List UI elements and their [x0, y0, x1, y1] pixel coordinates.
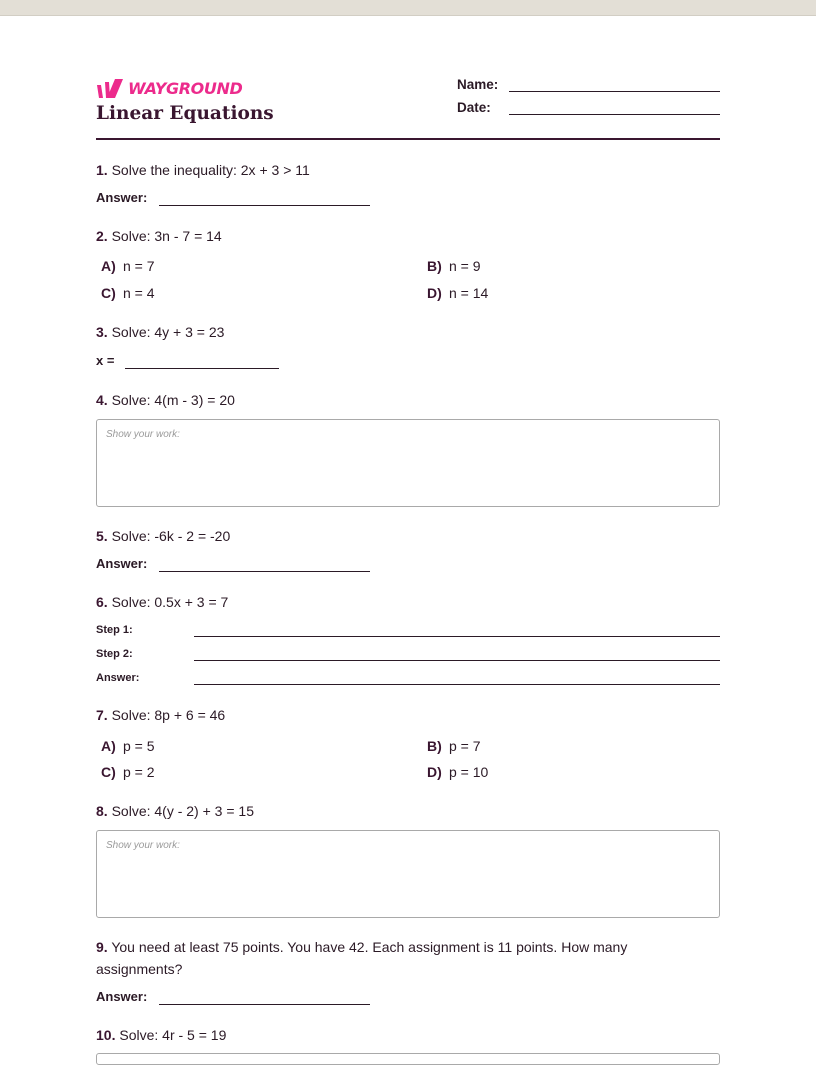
- worksheet-title: Linear Equations: [96, 103, 274, 124]
- question-number: 1.: [96, 162, 108, 178]
- step-1-label: Step 1:: [96, 624, 133, 636]
- option-text: n = 4: [123, 285, 155, 301]
- date-label: Date:: [457, 100, 491, 115]
- option-text: p = 10: [449, 764, 489, 780]
- work-box[interactable]: [96, 1053, 720, 1065]
- question-text: Solve: 8p + 6 = 46: [111, 707, 226, 723]
- wayground-logo: [96, 79, 242, 99]
- question-number: 7.: [96, 707, 108, 723]
- wayground-logo-icon: [96, 79, 126, 99]
- name-field[interactable]: [457, 77, 720, 99]
- question-number: 2.: [96, 228, 108, 244]
- work-box[interactable]: [96, 419, 720, 507]
- answer-field[interactable]: [96, 190, 370, 210]
- question-6: [96, 591, 696, 613]
- x-equals-field[interactable]: [96, 353, 279, 373]
- option-text: p = 2: [123, 764, 155, 780]
- question-text: Solve: 4(m - 3) = 20: [111, 392, 235, 408]
- question-number: 8.: [96, 803, 108, 819]
- question-7: [96, 704, 696, 726]
- option-text: n = 7: [123, 258, 155, 274]
- question-text: Solve: -6k - 2 = -20: [111, 528, 231, 544]
- work-box[interactable]: [96, 830, 720, 918]
- name-label: Name:: [457, 77, 499, 92]
- step-1-line[interactable]: [194, 636, 720, 637]
- option-letter: C): [101, 285, 116, 301]
- option-letter: D): [427, 764, 442, 780]
- name-line[interactable]: [509, 91, 720, 92]
- option-c[interactable]: [96, 762, 155, 782]
- question-text: Solve: 4r - 5 = 19: [119, 1027, 227, 1043]
- work-box-placeholder: Show your work:: [106, 840, 180, 851]
- step-2-label: Step 2:: [96, 648, 133, 660]
- question-text: Solve: 3n - 7 = 14: [111, 228, 222, 244]
- answer-line[interactable]: [159, 1004, 370, 1005]
- answer-field[interactable]: [96, 556, 370, 576]
- question-text: Solve: 4(y - 2) + 3 = 15: [111, 803, 254, 819]
- date-line[interactable]: [509, 114, 720, 115]
- question-number: 6.: [96, 594, 108, 610]
- option-letter: A): [101, 738, 116, 754]
- answer-field[interactable]: [96, 989, 370, 1009]
- step-2-line[interactable]: [194, 660, 720, 661]
- answer-label: Answer:: [96, 556, 148, 571]
- question-number: 9.: [96, 939, 108, 955]
- option-a[interactable]: [96, 736, 155, 756]
- answer-label: Answer:: [96, 190, 148, 205]
- answer-line[interactable]: [159, 571, 370, 572]
- question-4: [96, 389, 696, 411]
- question-8: [96, 800, 696, 822]
- option-b[interactable]: [422, 736, 481, 756]
- option-a[interactable]: [96, 256, 155, 276]
- x-equals-label: x =: [96, 353, 115, 368]
- option-text: p = 7: [449, 738, 481, 754]
- question-number: 3.: [96, 324, 108, 340]
- question-text: Solve: 4y + 3 = 23: [111, 324, 225, 340]
- answer-line[interactable]: [159, 205, 370, 206]
- question-number: 5.: [96, 528, 108, 544]
- question-number: 4.: [96, 392, 108, 408]
- option-letter: C): [101, 764, 116, 780]
- question-text: Solve the inequality: 2x + 3 > 11: [111, 162, 310, 178]
- option-text: n = 9: [449, 258, 481, 274]
- option-b[interactable]: [422, 256, 481, 276]
- question-2: [96, 225, 696, 247]
- step-answer-field[interactable]: [96, 670, 720, 690]
- question-number: 10.: [96, 1027, 116, 1043]
- question-1: [96, 159, 696, 181]
- question-5: [96, 525, 696, 547]
- option-text: n = 14: [449, 285, 489, 301]
- window-top-bar: [0, 0, 816, 16]
- question-3: [96, 321, 696, 343]
- step-1-field[interactable]: [96, 622, 720, 642]
- step-answer-line[interactable]: [194, 684, 720, 685]
- question-10: [96, 1024, 696, 1046]
- question-9: [96, 936, 676, 980]
- option-letter: D): [427, 285, 442, 301]
- option-letter: B): [427, 258, 442, 274]
- question-text: You need at least 75 points. You have 42. Each assignment is 11 points. How many assignments?: [96, 939, 628, 977]
- question-text: Solve: 0.5x + 3 = 7: [111, 594, 229, 610]
- option-d[interactable]: [422, 762, 488, 782]
- option-letter: B): [427, 738, 442, 754]
- step-2-field[interactable]: [96, 646, 720, 666]
- option-d[interactable]: [422, 283, 488, 303]
- work-box-placeholder: Show your work:: [106, 429, 180, 440]
- answer-label: Answer:: [96, 989, 148, 1004]
- logo-text: WAYGROUND: [128, 79, 243, 98]
- header-divider: [96, 138, 720, 140]
- step-answer-label: Answer:: [96, 672, 140, 684]
- date-field[interactable]: [457, 100, 720, 122]
- x-equals-line[interactable]: [125, 368, 279, 369]
- option-letter: A): [101, 258, 116, 274]
- option-text: p = 5: [123, 738, 155, 754]
- option-c[interactable]: [96, 283, 155, 303]
